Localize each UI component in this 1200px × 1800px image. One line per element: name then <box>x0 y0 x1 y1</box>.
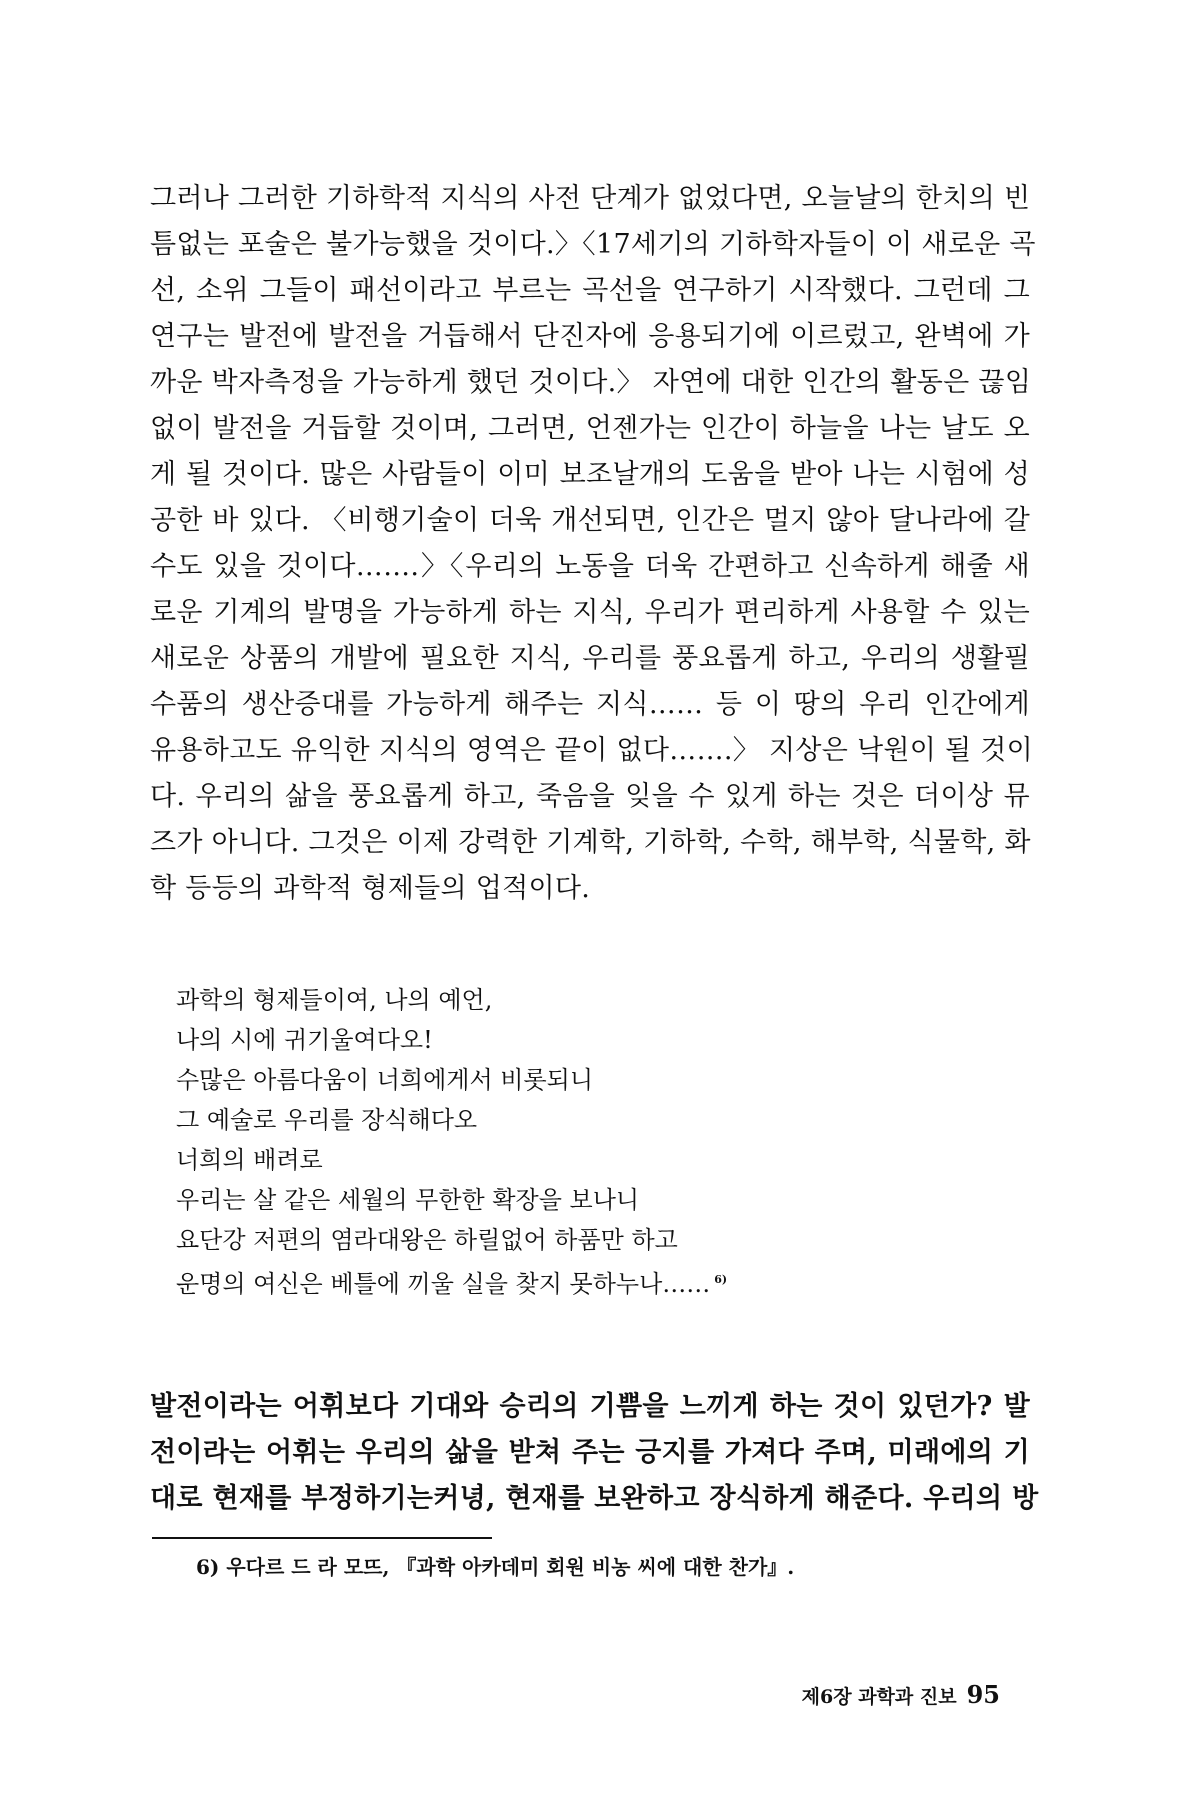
poem-line-last <box>176 1260 776 1304</box>
poem-line: 요단강 저편의 염라대왕은 하릴없어 하품만 하고 <box>176 1226 678 1254</box>
text-line: 선, 소위 그들이 패선이라고 부르는 곡선을 연구하기 시작했다. 그런데 그 <box>150 275 1030 306</box>
text-line: 새로운 상품의 개발에 필요한 지식, 우리를 풍요롭게 하고, 우리의 생활필 <box>150 643 1030 674</box>
text-line: 유용하고도 유익한 지식의 영역은 끝이 없다…….〉 지상은 낙원이 될 것이 <box>150 735 1034 766</box>
body-paragraph <box>150 176 1036 912</box>
text-line: 연구는 발전에 발전을 거듭해서 단진자에 응용되기에 이르렀고, 완벽에 가 <box>150 321 1030 352</box>
text-line: 없이 발전을 거듭할 것이며, 그러면, 언젠가는 인간이 하늘을 나는 날도 오 <box>150 413 1030 444</box>
text-line: 수도 있을 것이다…….〉〈우리의 노동을 더욱 간편하고 신속하게 해줄 새 <box>150 551 1030 582</box>
footnote: 6) 우다르 드 라 모뜨, 『과학 아카데미 회원 비농 씨에 대한 찬가』. <box>196 1555 795 1579</box>
poem-line: 너희의 배려로 <box>176 1146 323 1174</box>
poem-line: 과학의 형제들이여, 나의 예언, <box>176 986 493 1014</box>
page-footer <box>802 1680 1000 1709</box>
poem-line: 그 예술로 우리를 장식해다오 <box>176 1106 478 1134</box>
text-line: 공한 바 있다. 〈비행기술이 더욱 개선되면, 인간은 멀지 않아 달나라에 갈 <box>150 505 1030 536</box>
footnote-divider <box>152 1537 492 1539</box>
body-paragraph-2 <box>150 1384 1039 1522</box>
running-head: 제6장 과학과 진보 <box>801 1686 957 1708</box>
poem-line: 나의 시에 귀기울여다오! <box>176 1026 433 1054</box>
poem-line-text: 운명의 여신은 베틀에 끼울 실을 찾지 못하누나…… <box>176 1270 711 1298</box>
poem-line: 우리는 살 같은 세월의 무한한 확장을 보나니 <box>176 1186 640 1214</box>
text-line: 전이라는 어휘는 우리의 삶을 받쳐 주는 긍지를 가져다 주며, 미래에의 기 <box>150 1437 1030 1468</box>
page-number: 95 <box>966 1680 1000 1709</box>
text-line: 로운 기계의 발명을 가능하게 하는 지식, 우리가 편리하게 사용할 수 있는 <box>150 597 1030 628</box>
footnote-marker: 6) <box>714 1273 728 1286</box>
text-line: 발전이라는 어휘보다 기대와 승리의 기쁨을 느끼게 하는 것이 있던가? 발 <box>150 1391 1030 1422</box>
text-line: 수품의 생산증대를 가능하게 해주는 지식…… 등 이 땅의 우리 인간에게 <box>150 689 1030 720</box>
text-line: 틈없는 포술은 불가능했을 것이다.〉〈17세기의 기하학자들이 이 새로운 곡 <box>150 229 1036 260</box>
text-line: 즈가 아니다. 그것은 이제 강력한 기계학, 기하학, 수학, 해부학, 식물학, 화 <box>150 827 1031 858</box>
text-line-last: 학 등등의 과학적 형제들의 업적이다. <box>150 873 591 904</box>
text-line: 다. 우리의 삶을 풍요롭게 하고, 죽음을 잊을 수 있게 하는 것은 더이상 뮤 <box>150 781 1030 812</box>
text-line: 까운 박자측정을 가능하게 했던 것이다.〉 자연에 대한 인간의 활동은 끊임 <box>150 367 1032 398</box>
text-line: 게 될 것이다. 많은 사람들이 이미 보조날개의 도움을 받아 나는 시험에 성 <box>150 459 1030 490</box>
text-line: 대로 현재를 부정하기는커녕, 현재를 보완하고 장식하게 해준다. 우리의 방 <box>150 1483 1039 1514</box>
poem-line: 수많은 아름다움이 너희에게서 비롯되니 <box>176 1066 594 1094</box>
poem-quote <box>176 980 776 1304</box>
text-line: 그러나 그러한 기하학적 지식의 사전 단계가 없었다면, 오늘날의 한치의 빈 <box>150 183 1031 214</box>
